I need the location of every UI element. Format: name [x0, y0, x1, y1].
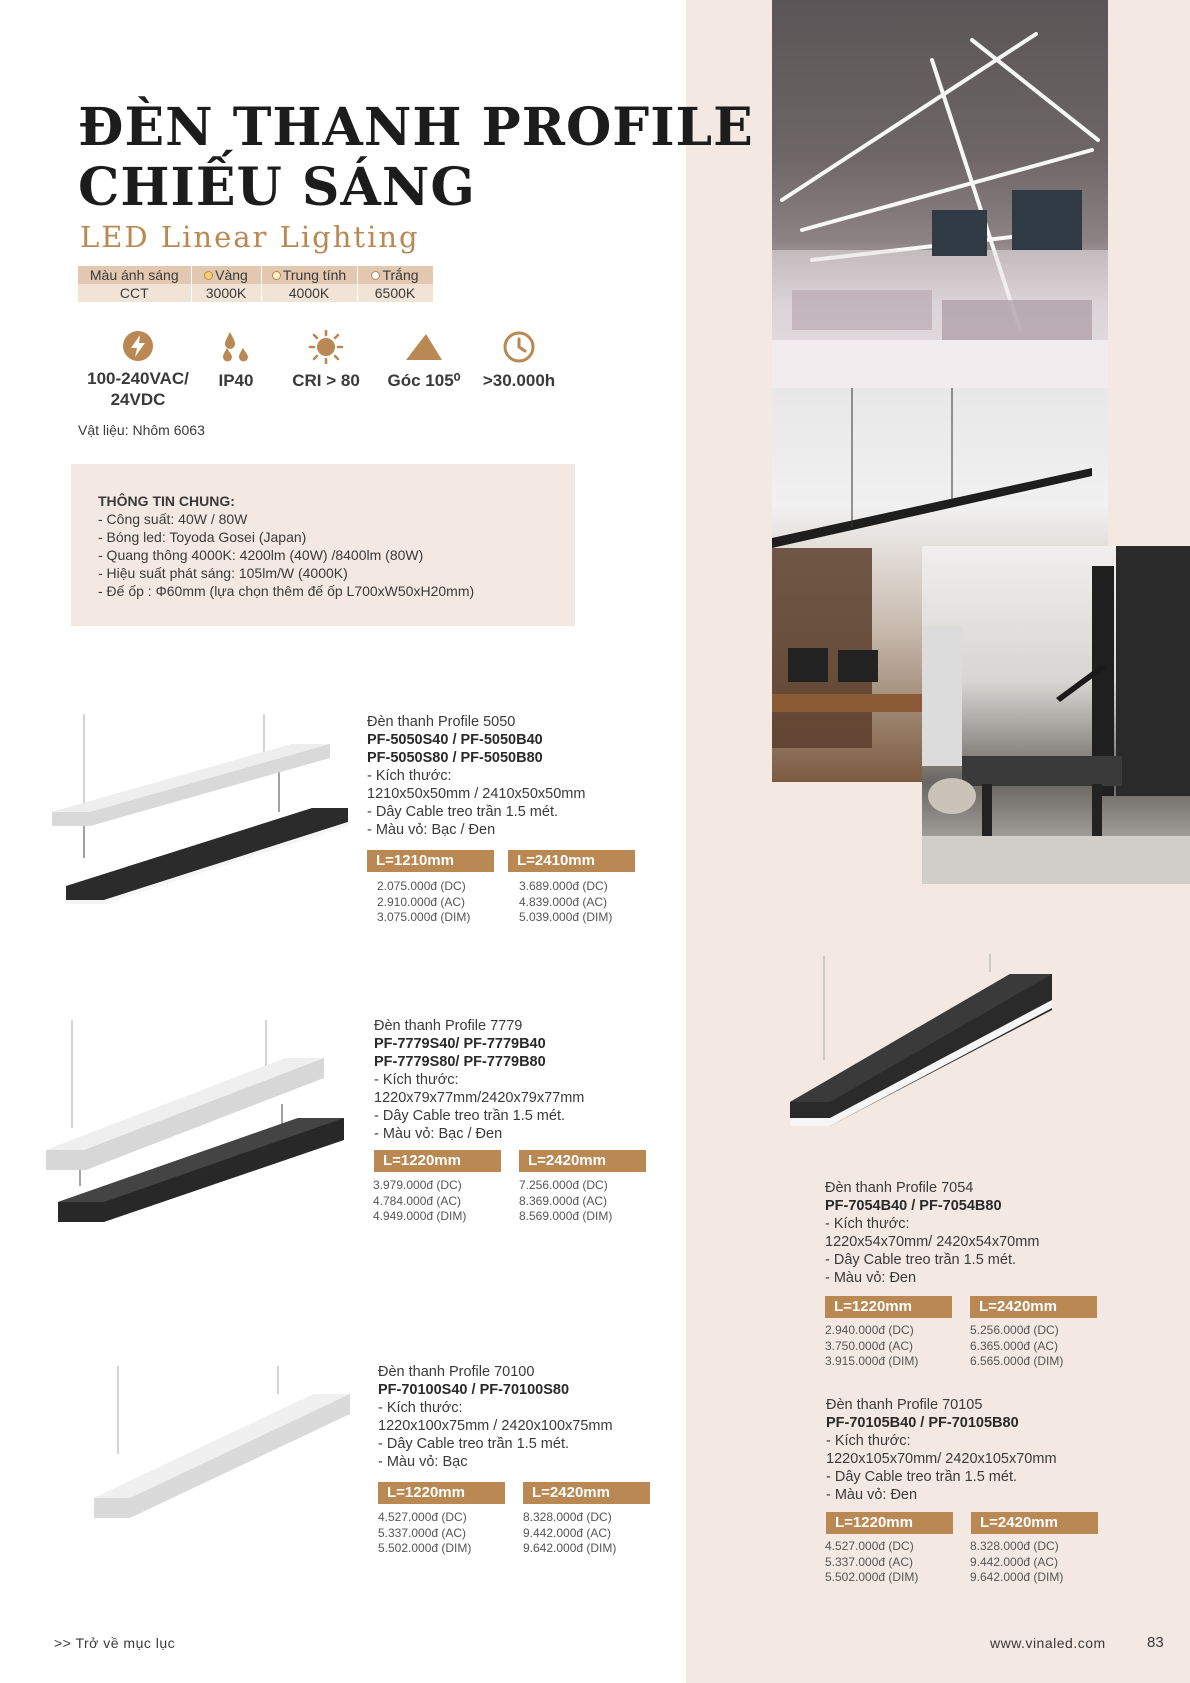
info-heading: THÔNG TIN CHUNG: [98, 493, 235, 509]
length-tag-row [378, 1482, 610, 1504]
length-tag-row [367, 850, 595, 872]
page-title [78, 98, 754, 218]
length-tag: L=1220mm [826, 1512, 953, 1534]
product-7054: Đèn thanh Profile 7054 PF-7054B40 / PF-7054B80 - Kích thước: 1220x54x70mm/ 2420x54x70mm - Dây Cable treo trần 1.5 mét. - Màu vỏ: Đen [825, 1180, 1040, 1286]
info-line: - Công suất: 40W / 80W [98, 511, 248, 527]
spec-lifetime: >30.000h [474, 330, 564, 391]
material-text: Vật liệu: Nhôm 6063 [78, 422, 205, 438]
product-70100: Đèn thanh Profile 70100 PF-70100S40 / PF-70100S80 - Kích thước: 1220x100x75mm / 2420x100x75mm - Dây Cable treo trần 1.5 mét. - Màu vỏ: Bạc [378, 1364, 613, 1470]
bolt-icon [122, 330, 154, 362]
sun-icon [307, 330, 345, 364]
title-line-2: CHIẾU SÁNG [78, 157, 476, 218]
spec-ip: IP40 [206, 330, 266, 391]
product-70105: Đèn thanh Profile 70105 PF-70105B40 / PF-70105B80 - Kích thước: 1220x105x70mm/ 2420x105x70mm - Dây Cable treo trần 1.5 mét. - Màu vỏ: Đen [826, 1397, 1057, 1503]
length-tag: L=1220mm [378, 1482, 505, 1504]
info-line: - Hiệu suất phát sáng: 105lm/W (4000K) [98, 565, 348, 581]
cct-value-cool: 6500K [357, 284, 433, 302]
info-line: - Bóng led: Toyoda Gosei (Japan) [98, 529, 307, 545]
info-line: - Quang thông 4000K: 4200lm (40W) /8400lm (80W) [98, 547, 424, 563]
general-info-box [71, 464, 575, 626]
product-image-5050 [52, 712, 352, 908]
interior-photo-3 [922, 546, 1190, 884]
warm-dot-icon [204, 271, 213, 280]
length-tag: L=2420mm [523, 1482, 650, 1504]
length-tag-row [825, 1296, 1057, 1318]
product-5050: Đèn thanh Profile 5050 PF-5050S40 / PF-5050B40 PF-5050S80 / PF-5050B80 - Kích thước: 1210x50x50mm / 2410x50x50mm - Dây Cable treo trần 1.5 mét. - Màu vỏ: Bạc / Đen [367, 714, 586, 838]
spec-angle: Góc 105⁰ [382, 330, 466, 391]
product-image-7054 [788, 952, 1056, 1128]
length-tag: L=2410mm [508, 850, 635, 872]
spec-cri: CRI > 80 [286, 330, 366, 391]
cct-value-warm: 3000K [191, 284, 261, 302]
cct-header-neutral: Trung tính [261, 266, 357, 284]
neutral-dot-icon [272, 271, 281, 280]
length-tag: L=2420mm [971, 1512, 1098, 1534]
clock-icon [502, 330, 536, 364]
cct-header-label: Màu ánh sáng [78, 266, 191, 284]
cct-value-neutral: 4000K [261, 284, 357, 302]
website-link[interactable]: www.vinaled.com [990, 1635, 1106, 1651]
cct-table [78, 266, 434, 302]
info-line: - Đế ốp : Φ60mm (lựa chọn thêm đế ốp L700xW50xH20mm) [98, 583, 475, 599]
product-7779: Đèn thanh Profile 7779 PF-7779S40/ PF-7779B40 PF-7779S80/ PF-7779B80 - Kích thước: 1220x79x77mm/2420x79x77mm - Dây Cable treo trần 1.5 mét. - Màu vỏ: Bạc / Đen [374, 1018, 585, 1142]
length-tag: L=1210mm [367, 850, 494, 872]
page-subtitle: LED Linear Lighting [80, 220, 420, 254]
cool-dot-icon [371, 271, 380, 280]
length-tag: L=1220mm [825, 1296, 952, 1318]
page-number: 83 [1147, 1634, 1164, 1651]
interior-photo-1 [772, 0, 1108, 388]
length-tag-row [826, 1512, 1058, 1534]
cct-header-cool: Trắng [357, 266, 433, 284]
title-line-1: ĐÈN THANH PROFILE [78, 97, 754, 158]
product-image-7779 [46, 1016, 352, 1222]
length-tag: L=1220mm [374, 1150, 501, 1172]
beam-angle-icon [402, 330, 446, 364]
product-image-70100 [92, 1364, 354, 1524]
cct-row-label: CCT [78, 284, 191, 302]
cct-header-warm: Vàng [191, 266, 261, 284]
water-drops-icon [219, 330, 253, 364]
back-to-contents-link[interactable]: >> Trở về mục lục [54, 1635, 176, 1651]
spec-voltage: 100-240VAC/ 24VDC [78, 330, 198, 410]
length-tag: L=2420mm [970, 1296, 1097, 1318]
length-tag-row [374, 1150, 606, 1172]
length-tag: L=2420mm [519, 1150, 646, 1172]
